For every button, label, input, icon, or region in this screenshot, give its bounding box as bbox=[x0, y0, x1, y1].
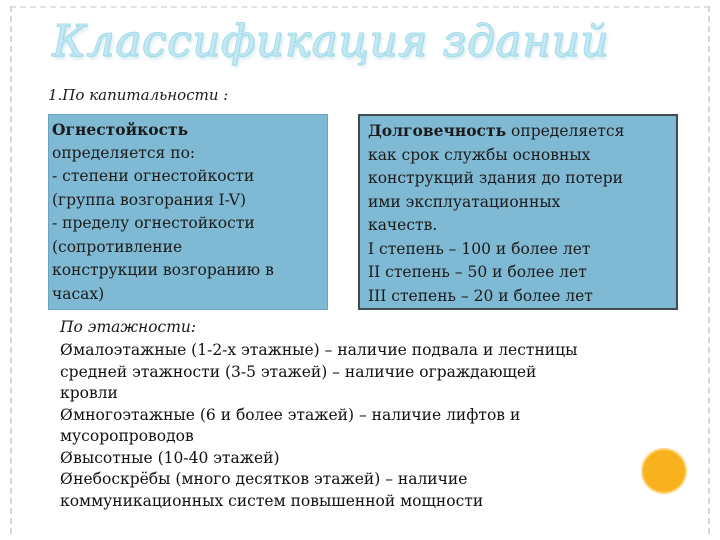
floors-list-text: высотные (10-40 этажей) bbox=[73, 448, 280, 467]
durability-heading-rest: определяется bbox=[506, 122, 625, 140]
floors-list bbox=[60, 340, 640, 512]
floors-list-continuation bbox=[60, 383, 640, 405]
fire-resistance-heading: Огнестойкость bbox=[52, 120, 189, 139]
floors-list-item bbox=[60, 448, 640, 470]
floors-list-continuation bbox=[60, 426, 640, 448]
arrow-bullet-icon: Ø bbox=[60, 405, 73, 424]
floors-list-text: небоскрёбы (много десятков этажей) – наличие bbox=[73, 470, 468, 488]
slide-title: Классификация зданий bbox=[52, 16, 610, 67]
durability-degree-1: I степень – 100 и более лет bbox=[368, 239, 591, 258]
decorative-orange-circle bbox=[641, 448, 687, 494]
right-dashed-border bbox=[708, 6, 710, 534]
floors-list-text: многоэтажные (6 и более этажей) – наличие лифтов и bbox=[73, 405, 521, 424]
fire-resistance-line: (группа возгорания I-V) bbox=[52, 190, 247, 209]
floors-list-item bbox=[60, 340, 640, 362]
section-floors-label: По этажности: bbox=[60, 318, 197, 336]
durability-line: как срок службы основных bbox=[368, 145, 591, 164]
floors-list-text: кровли bbox=[60, 384, 118, 402]
left-dashed-border bbox=[10, 6, 12, 534]
arrow-bullet-icon: Ø bbox=[60, 341, 73, 359]
durability-line: конструкций здания до потери bbox=[368, 169, 623, 187]
durability-line: качеств. bbox=[368, 216, 438, 234]
durability-heading: Долговечность bbox=[368, 121, 507, 140]
fire-resistance-line: определяется по: bbox=[52, 143, 196, 162]
durability-heading-line bbox=[368, 119, 670, 144]
floors-list-text: мусоропроводов bbox=[60, 427, 194, 445]
top-dashed-rule bbox=[10, 6, 710, 8]
durability-degree-3: III степень – 20 и более лет bbox=[368, 286, 593, 305]
fire-resistance-line: - пределу огнестойкости bbox=[52, 214, 255, 232]
floors-list-text: малоэтажные (1-2-х этажные) – наличие подвала и лестницы bbox=[73, 341, 578, 359]
floors-list-text: коммуникационных систем повышенной мощности bbox=[60, 491, 484, 510]
fire-resistance-line: конструкции возгоранию в bbox=[52, 261, 274, 279]
arrow-bullet-icon: Ø bbox=[60, 470, 73, 488]
floors-list-item bbox=[60, 469, 640, 491]
fire-resistance-line: (сопротивление bbox=[52, 237, 183, 256]
arrow-bullet-icon: Ø bbox=[60, 448, 73, 467]
section-capital-label: 1.По капитальности : bbox=[48, 86, 229, 104]
fire-resistance-line: - степени огнестойкости bbox=[52, 167, 255, 185]
durability-box bbox=[358, 114, 678, 310]
durability-line: ими эксплуатационных bbox=[368, 192, 561, 211]
floors-list-continuation bbox=[60, 362, 640, 384]
floors-list-continuation bbox=[60, 491, 640, 513]
floors-list-item bbox=[60, 405, 640, 427]
durability-degree-2: II степень – 50 и более лет bbox=[368, 263, 587, 281]
fire-resistance-line: часах) bbox=[52, 284, 105, 303]
fire-resistance-box bbox=[48, 114, 328, 310]
floors-list-text: средней этажности (3-5 этажей) – наличие ограждающей bbox=[60, 362, 537, 381]
